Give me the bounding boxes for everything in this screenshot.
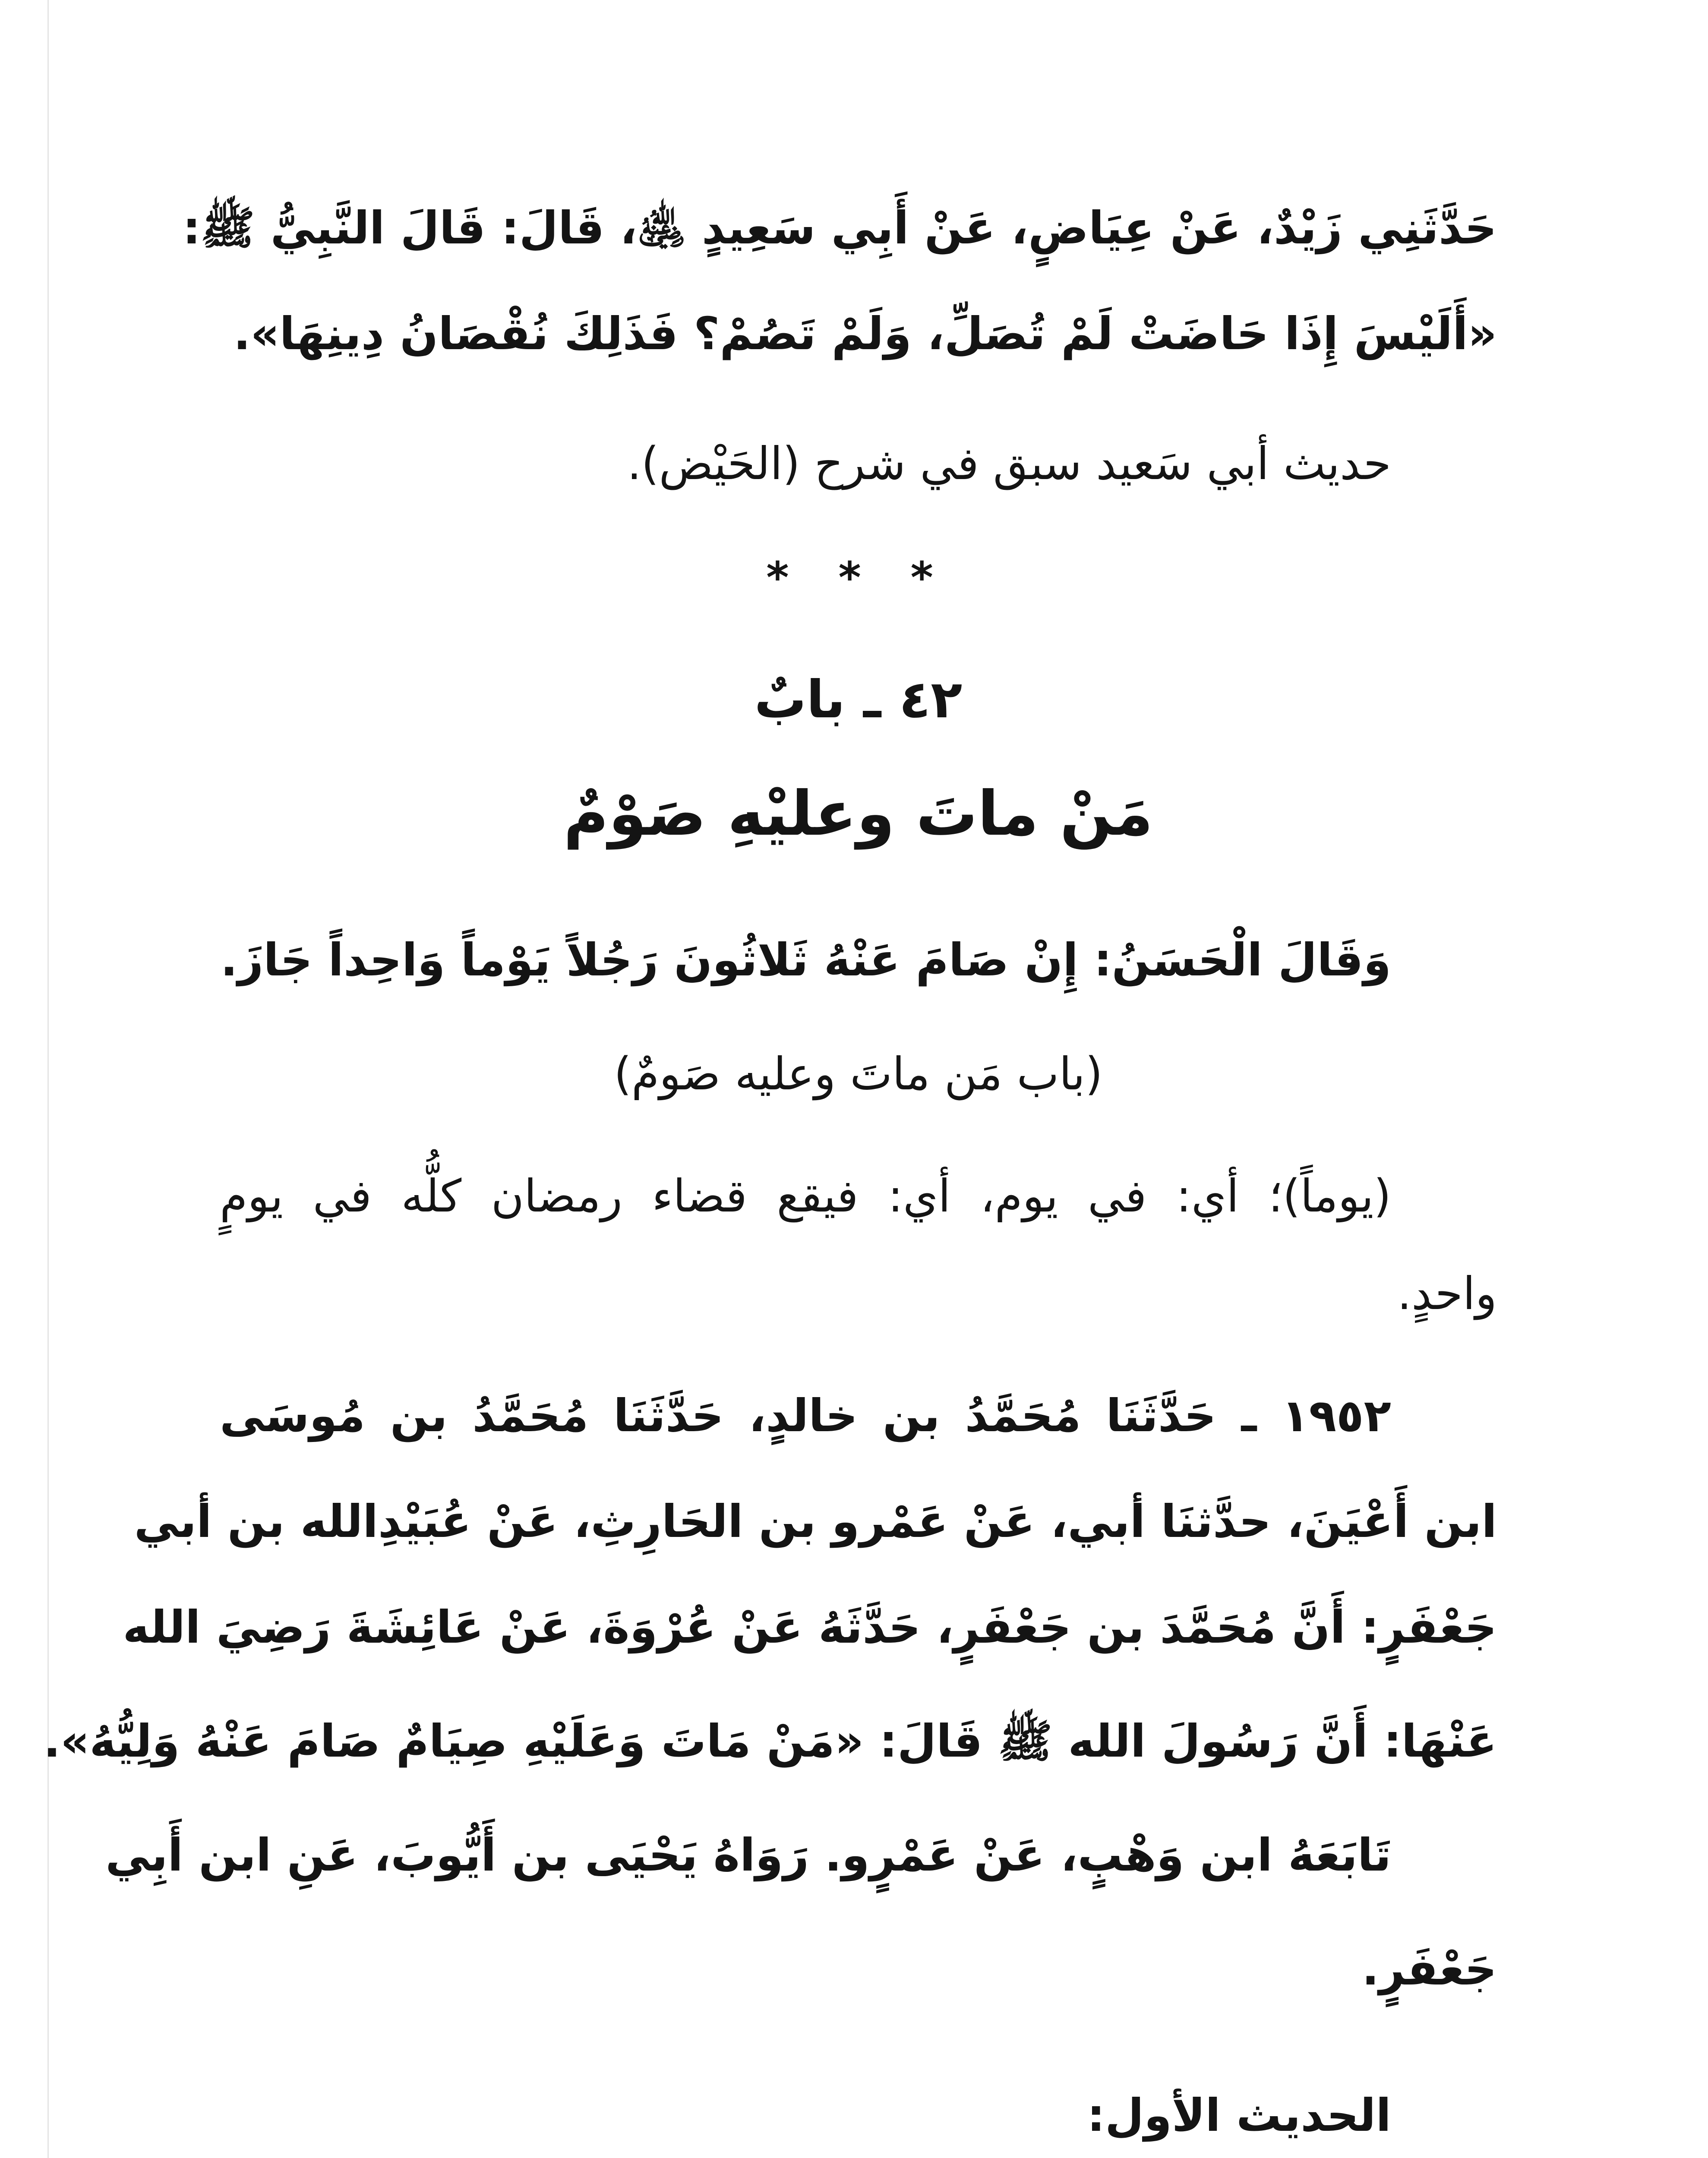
section-separator: * * * [766, 552, 950, 603]
mutaba-line-2: جَعْفَرٍ. [1362, 1943, 1497, 1995]
scan-edge-line [47, 0, 49, 2158]
chapter-title: مَنْ ماتَ وعليْهِ صَوْمٌ [563, 778, 1153, 849]
hadith-line-1: ١٩٥٢ ـ حَدَّثَنَا مُحَمَّدُ بن خالدٍ، حَدَّثَنَا مُحَمَّدُ بن مُوسَى [220, 1389, 1391, 1442]
previous-hadith-note: حديث أبي سَعيد سبق في شرح (الحَيْض). [627, 437, 1391, 490]
first-hadith-heading: الحديث الأول: [1087, 2089, 1391, 2142]
previous-hadith-line-1: حَدَّثَنِي زَيْدٌ، عَنْ عِيَاضٍ، عَنْ أَبِي سَعِيدٍ ﵁، قَالَ: قَالَ النَّبِيُّ ﷺ: [183, 202, 1497, 254]
chapter-athar: وَقَالَ الْحَسَنُ: إِنْ صَامَ عَنْهُ ثَلاثُونَ رَجُلاً يَوْماً وَاحِداً جَازَ. [220, 934, 1391, 986]
hadith-line-4: عَنْهَا: أَنَّ رَسُولَ الله ﷺ قَالَ: «مَنْ مَاتَ وَعَلَيْهِ صِيَامٌ صَامَ عَنْهُ وَلِيُّهُ». [43, 1715, 1497, 1767]
commentary-line-1: (يوماً)؛ أي: في يوم، أي: فيقع قضاء رمضان كلُّه في يومٍ [220, 1170, 1391, 1222]
previous-hadith-line-2: «أَلَيْسَ إِذَا حَاضَتْ لَمْ تُصَلِّ، وَلَمْ تَصُمْ؟ فَذَلِكَ نُقْصَانُ دِينِهَا». [233, 307, 1497, 360]
chapter-number: ٤٢ ـ بابٌ [754, 670, 963, 730]
commentary-line-2: واحدٍ. [1397, 1267, 1497, 1320]
hadith-line-3: جَعْفَرٍ: أَنَّ مُحَمَّدَ بن جَعْفَرٍ، حَدَّثَهُ عَنْ عُرْوَةَ، عَنْ عَائِشَةَ رَضِيَ الله [123, 1601, 1497, 1653]
commentary-title: (باب مَن ماتَ وعليه صَومٌ) [614, 1047, 1103, 1100]
mutaba-line-1: تَابَعَهُ ابن وَهْبٍ، عَنْ عَمْرٍو. رَوَاهُ يَحْيَى بن أَيُّوبَ، عَنِ ابن أَبِي [105, 1829, 1391, 1881]
hadith-line-2: ابن أَعْيَنَ، حدَّثنَا أبي، عَنْ عَمْرو بن الحَارِثِ، عَنْ عُبَيْدِالله بن أبي [134, 1495, 1497, 1548]
